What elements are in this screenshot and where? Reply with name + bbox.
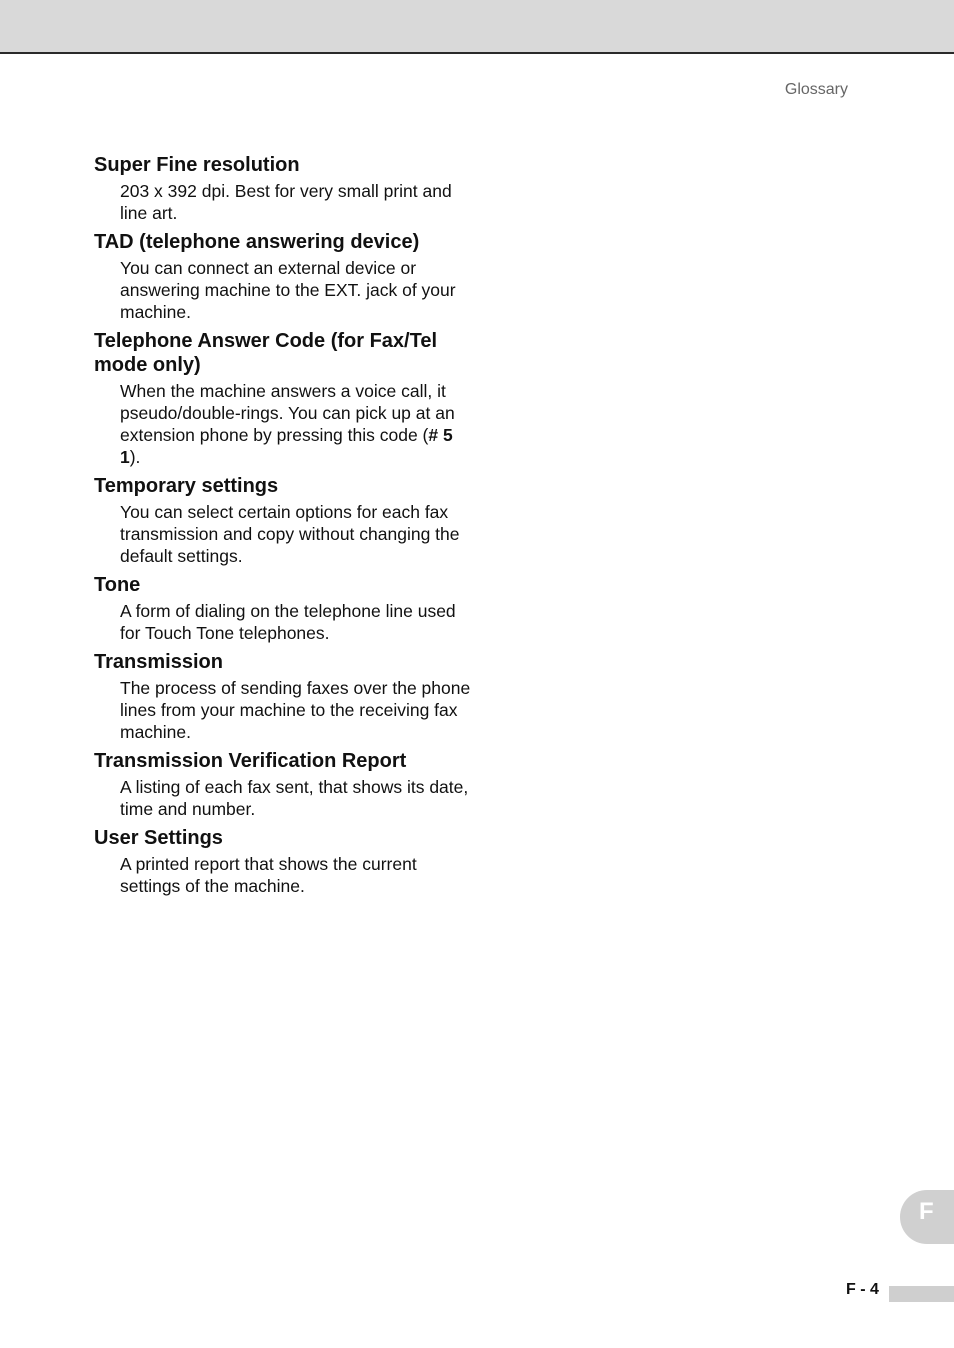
glossary-entry — [94, 650, 474, 743]
glossary-definition: You can select certain options for each fax transmission and copy without changing the default settings. — [120, 502, 460, 566]
chapter-tab-letter: F — [919, 1198, 934, 1225]
glossary-entry — [94, 573, 474, 644]
glossary-term: Transmission — [94, 651, 223, 673]
glossary-definition: You can connect an external device or answering machine to the EXT. jack of your machine. — [120, 258, 456, 322]
glossary-entry — [94, 749, 474, 820]
glossary-term: User Settings — [94, 827, 223, 849]
section-title: Glossary — [784, 81, 848, 98]
glossary-definition: 203 x 392 dpi. Best for very small print and line art. — [120, 181, 452, 223]
glossary-entry — [94, 153, 474, 224]
glossary-entry — [94, 230, 474, 323]
glossary-entry — [94, 329, 474, 468]
page-number-bar — [889, 1286, 954, 1302]
top-header-band — [0, 0, 954, 54]
glossary-definition: The process of sending faxes over the phone lines from your machine to the receiving fax machine. — [120, 678, 471, 742]
glossary-term: Super Fine resolution — [94, 154, 300, 176]
glossary-definition: A form of dialing on the telephone line used for Touch Tone telephones. — [120, 601, 456, 643]
glossary-definition — [120, 380, 474, 468]
definition-text: When the machine answers a voice call, it pseudo/double-rings. You can pick up at an extension phone by pressing this code ( — [120, 381, 455, 445]
glossary-list — [94, 153, 474, 903]
glossary-definition: A printed report that shows the current settings of the machine. — [120, 854, 417, 896]
answer-code: # 5 1 — [120, 425, 453, 467]
definition-end: ). — [129, 447, 141, 467]
glossary-entry — [94, 826, 474, 897]
glossary-definition: A listing of each fax sent, that shows its date, time and number. — [120, 777, 469, 819]
glossary-term: TAD (telephone answering device) — [94, 231, 420, 253]
glossary-term: Tone — [94, 574, 141, 596]
glossary-term: Temporary settings — [94, 475, 279, 497]
glossary-entry — [94, 474, 474, 567]
glossary-term: Transmission Verification Report — [94, 750, 407, 772]
glossary-term: Telephone Answer Code (for Fax/Tel mode only) — [94, 330, 438, 376]
page-number: F - 4 — [846, 1281, 879, 1298]
